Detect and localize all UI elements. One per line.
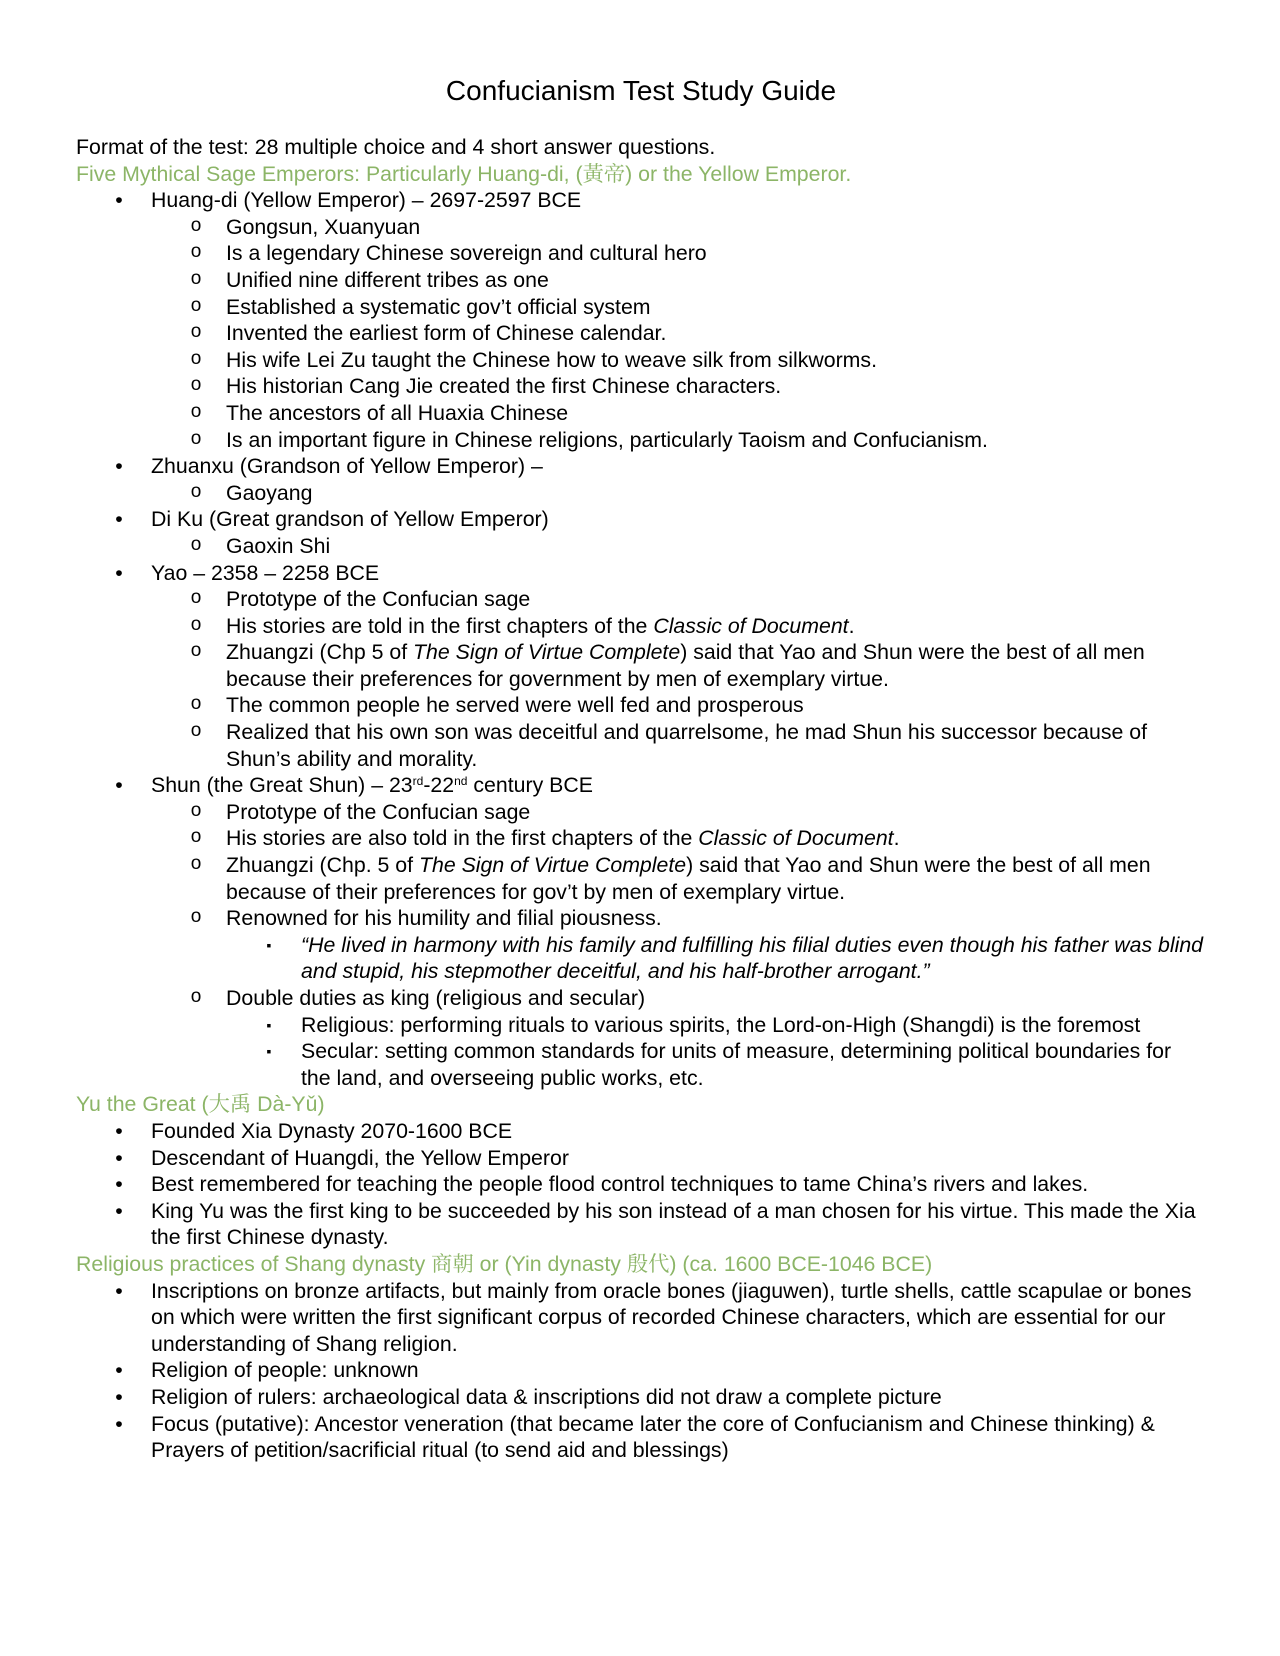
section-heading-shang: Religious practices of Shang dynasty 商朝 or (Yin dynasty 殷代) (ca. 1600 BCE-1046 BCE) [76,1251,933,1276]
book-title: The Sign of Virtue Complete [413,640,681,665]
bullet-icon: • [115,1384,123,1409]
circle-bullet-icon: o [190,294,202,316]
list-item: o His stories are also told in the first chapters of the Classic of Document. [190,826,900,851]
circle-bullet-icon: o [190,853,202,875]
list-item: • King Yu was the first king to be succeeded by his son instead of a man chosen for his virtue. This made the Xia the first Chinese dynasty. [76,1198,1206,1251]
circle-bullet-icon: o [190,613,202,635]
bullet-icon: • [115,773,123,798]
bullet-icon: • [115,188,123,213]
section-heading-emperors: Five Mythical Sage Emperors: Particularly Huang-di, (黃帝) or the Yellow Emperor. [76,161,852,186]
list-item: o His wife Lei Zu taught the Chinese how to weave silk from silkworms. [190,347,877,372]
list-item: o Double duties as king (religious and secular) [190,986,646,1010]
list-item: o Invented the earliest form of Chinese calendar. [190,321,667,346]
list-item: o Established a systematic gov’t official system [190,294,651,319]
section-heading-yu: Yu the Great (大禹 Dà-Yǔ) [76,1092,325,1117]
bullet-icon: • [115,507,123,532]
circle-bullet-icon: o [190,640,202,662]
list-item: o The ancestors of all Huaxia Chinese [190,400,569,425]
circle-bullet-icon: o [190,587,202,609]
bullet-icon: • [115,1278,123,1303]
list-item: ▪ Religious: performing rituals to various spirits, the Lord-on-High (Shangdi) is the foremost [76,1012,1206,1039]
bullet-icon: • [115,1145,123,1170]
shang-list [76,1278,1206,1464]
bullet-icon: • [115,1358,123,1383]
yu-list [76,1118,1206,1251]
list-item: ▪ Secular: setting common standards for units of measure, determining political boundaries for the land, and overseeing public works, etc. [76,1038,1206,1091]
bullet-icon: • [115,1118,123,1143]
circle-bullet-icon: o [190,826,202,848]
bullet-icon: • [115,454,123,479]
list-item-shun: • Shun (the Great Shun) – 23rd-22nd century BCE [76,772,1206,799]
circle-bullet-icon: o [190,480,202,502]
circle-bullet-icon: o [190,214,202,236]
list-item: • Descendant of Huangdi, the Yellow Emperor [76,1145,1206,1172]
list-item: o Gaoyang [190,480,313,505]
circle-bullet-icon: o [190,374,202,396]
list-item: • Focus (putative): Ancestor veneration (that became later the core of Confucianism and Chinese thinking) & Prayers of petition/sacrificial ritual (to send aid and blessings) [76,1411,1206,1464]
square-bullet-icon: ▪ [266,1016,272,1033]
book-title: The Sign of Virtue Complete [418,853,687,878]
circle-bullet-icon: o [190,400,202,422]
list-item: o His historian Cang Jie created the first Chinese characters. [190,374,782,399]
list-item: o Prototype of the Confucian sage [190,587,531,612]
circle-bullet-icon: o [190,427,202,449]
list-item: • Religion of people: unknown [76,1357,1206,1384]
bullet-icon: • [115,1198,123,1223]
circle-bullet-icon: o [190,533,202,555]
circle-bullet-icon: o [190,799,202,821]
list-item: • Inscriptions on bronze artifacts, but mainly from oracle bones (jiaguwen), turtle shells, cattle scapulae or bones on which were written the first significant corpus of recorded Chinese characters, which are essential for our understanding of Shang religion. [76,1278,1206,1358]
list-item-yao: • Yao – 2358 – 2258 BCE [76,560,1206,587]
format-line: Format of the test: 28 multiple choice and 4 short answer questions. [76,135,716,159]
book-title: Classic of Document [653,613,849,638]
bullet-icon: • [115,1172,123,1197]
list-item: • Founded Xia Dynasty 2070-1600 BCE [76,1118,1206,1145]
square-bullet-icon: ▪ [266,936,272,953]
list-item: o Prototype of the Confucian sage [190,799,531,824]
list-item: o Zhuangzi (Chp 5 of The Sign of Virtue Complete) said that Yao and Shun were the best of all men because their preferences for government by men of exemplary virtue. [190,640,1145,691]
document-body [76,134,1206,1464]
list-item: o His stories are told in the first chapters of the Classic of Document. [190,613,855,638]
huangdi-label: Huang-di (Yellow Emperor) – 2697-2597 BCE [151,188,582,213]
square-bullet-icon: ▪ [266,1043,272,1060]
list-item-huangdi [76,187,1206,214]
circle-bullet-icon: o [190,321,202,343]
list-item: o Renowned for his humility and filial piousness. [190,906,662,931]
bullet-icon: • [115,1411,123,1436]
list-item-diku: • Di Ku (Great grandson of Yellow Emperor) [76,506,1206,533]
list-item: o Is an important figure in Chinese religions, particularly Taoism and Confucianism. [190,427,988,452]
list-item-quote: ▪ “He lived in harmony with his family and fulfilling his filial duties even though his father was blind and stupid, his stepmother deceitful, and his half-brother arrogant.” [76,932,1206,985]
circle-bullet-icon: o [190,720,202,742]
circle-bullet-icon: o [190,906,202,928]
emperors-list [76,187,1206,1091]
circle-bullet-icon: o [190,267,202,289]
bullet-icon: • [115,560,123,585]
list-item: o Is a legendary Chinese sovereign and cultural hero [190,241,707,266]
list-item: • Best remembered for teaching the people flood control techniques to tame China’s rivers and lakes. [76,1171,1206,1198]
list-item: o Gaoxin Shi [190,533,331,558]
circle-bullet-icon: o [190,347,202,369]
document-title: Confucianism Test Study Guide [445,75,837,106]
circle-bullet-icon: o [190,693,202,715]
list-item-zhuanxu: • Zhuanxu (Grandson of Yellow Emperor) – [76,453,1206,480]
list-item: o Realized that his own son was deceitful and quarrelsome, he mad Shun his successor because of Shun’s ability and morality. [190,720,1148,771]
book-title: Classic of Document [698,826,894,851]
circle-bullet-icon: o [190,986,202,1007]
list-item: • Religion of rulers: archaeological data & inscriptions did not draw a complete picture [76,1384,1206,1411]
circle-bullet-icon: o [190,241,202,263]
list-item: o The common people he served were well fed and prosperous [190,693,804,718]
list-item: o Unified nine different tribes as one [190,267,549,292]
list-item: o Gongsun, Xuanyuan [190,214,421,239]
list-item: o Zhuangzi (Chp. 5 of The Sign of Virtue Complete) said that Yao and Shun were the best of all men because of their preferences for gov’t by men of exemplary virtue. [190,853,1151,904]
